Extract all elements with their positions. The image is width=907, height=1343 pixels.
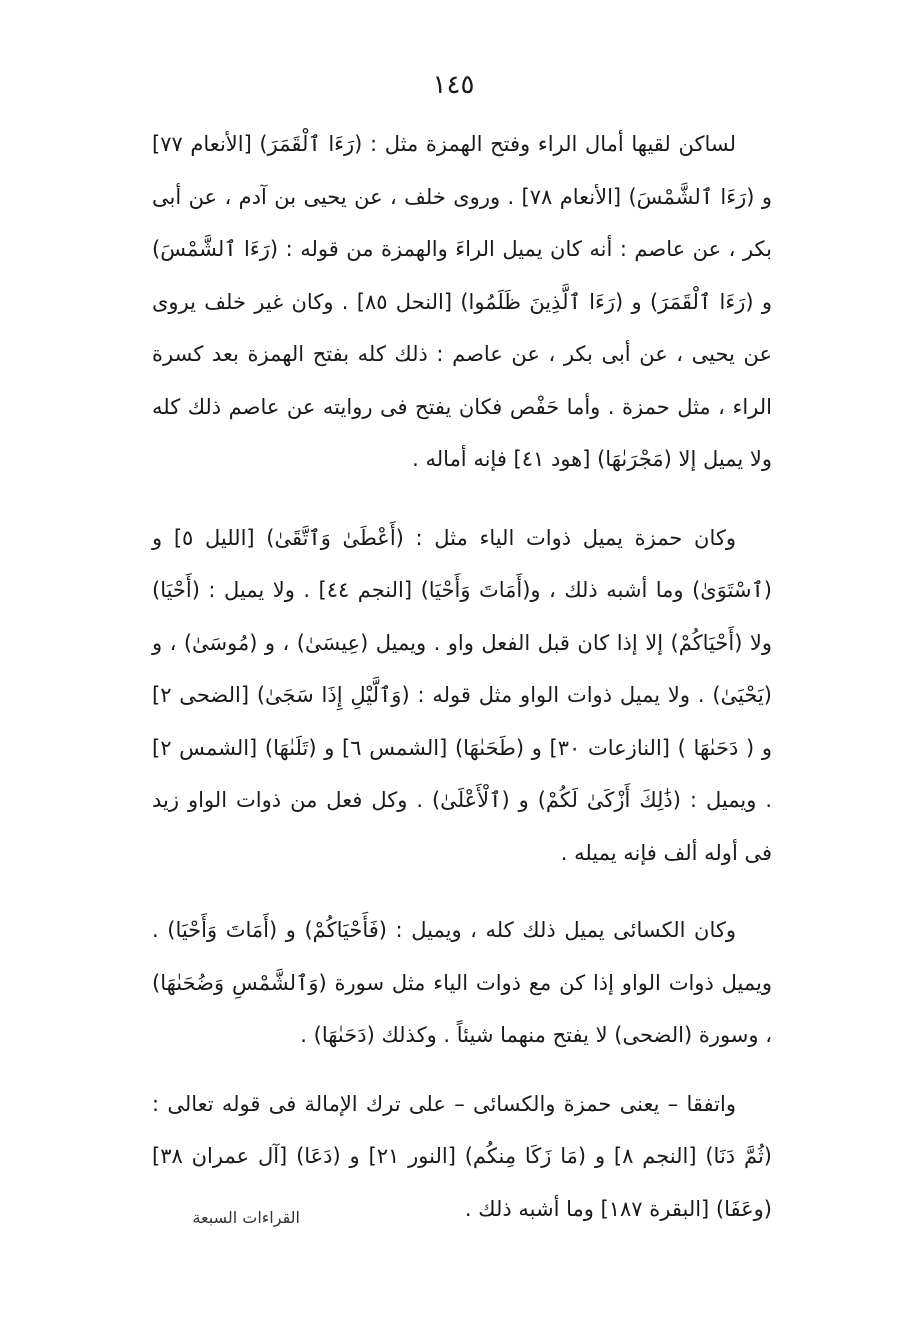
footer-signature: القراءات السبعة xyxy=(192,1208,300,1227)
paragraph-2: وكان حمزة يميل ذوات الياء مثل : (أَعْطَىٰ وَٱتَّقَىٰ) [الليل ٥] و (ٱسْتَوَىٰ) وما أشبه ذلك ، و(أَمَاتَ وَأَحْيَا) [النجم ٤٤] . ولا يميل : (أَحْيَا) ولا (أَحْيَاكُمْ) إلا إذا كان قبل الفعل واو . ويميل (عِيسَىٰ) ، و (مُوسَىٰ) ، و (يَحْيَىٰ) . ولا يميل ذوات الواو مثل قوله : (وَٱلَّيْلِ إِذَا سَجَىٰ) [الضحى ٢] و ( دَحَىٰهَا ) [النازعات ٣٠] و (طَحَىٰهَا) [الشمس ٦] و (تَلَىٰهَا) [الشمس ٢] . ويميل : (ذَٰلِكَ أَزْكَىٰ لَكُمْ) و (ٱلْأَعْلَىٰ) . وكل فعل من ذوات الواو زيد فى أوله ألف فإنه يميله . xyxy=(152,525,772,865)
paragraph-4: واتفقا – يعنى حمزة والكسائى – على ترك الإمالة فى قوله تعالى : (ثُمَّ دَنَا) [النجم ٨] و (مَا زَكَا مِنكُم) [النور ٢١] و (دَعَا) [آل عمران ٣٨] (وعَفَا) [البقرة ١٨٧] وما أشبه ذلك . xyxy=(152,1091,772,1221)
page-body xyxy=(152,118,772,1235)
paragraph-3: وكان الكسائى يميل ذلك كله ، ويميل : (فَأَحْيَاكُمْ) و (أَمَاتَ وَأَحْيَا) . ويميل ذوات الواو إذا كن مع ذوات الياء مثل سورة (وَٱلشَّمْسِ وَضُحَىٰهَا) ، وسورة (الضحى) لا يفتح منهما شيئاً . وكذلك (دَحَىٰهَا) . xyxy=(152,918,772,1047)
page-number: ١٤٥ xyxy=(432,70,475,100)
paragraph-1: لساكن لقيها أمال الراء وفتح الهمزة مثل : (رَءَا ٱلْقَمَرَ) [الأنعام ٧٧] و (رَءَا ٱلشَّمْسَ) [الأنعام ٧٨] . وروى خلف ، عن يحيى بن آدم ، عن أبى بكر ، عن عاصم : أنه كان يميل الراءَ والهمزة من قوله : (رَءَا ٱلشَّمْسَ) و (رَءَا ٱلْقَمَرَ) و (رَءَا ٱلَّذِينَ ظَلَمُوا) [النحل ٨٥] . وكان غير خلف يروى عن يحيى ، عن أبى بكر ، عن عاصم : ذلك كله بفتح الهمزة بعد كسرة الراء ، مثل حمزة . وأما حَفْص فكان يفتح فى روايته عن عاصم ذلك كله ولا يميل إلا (مَجْرَىٰهَا) [هود ٤١] فإنه أماله . xyxy=(152,132,773,471)
